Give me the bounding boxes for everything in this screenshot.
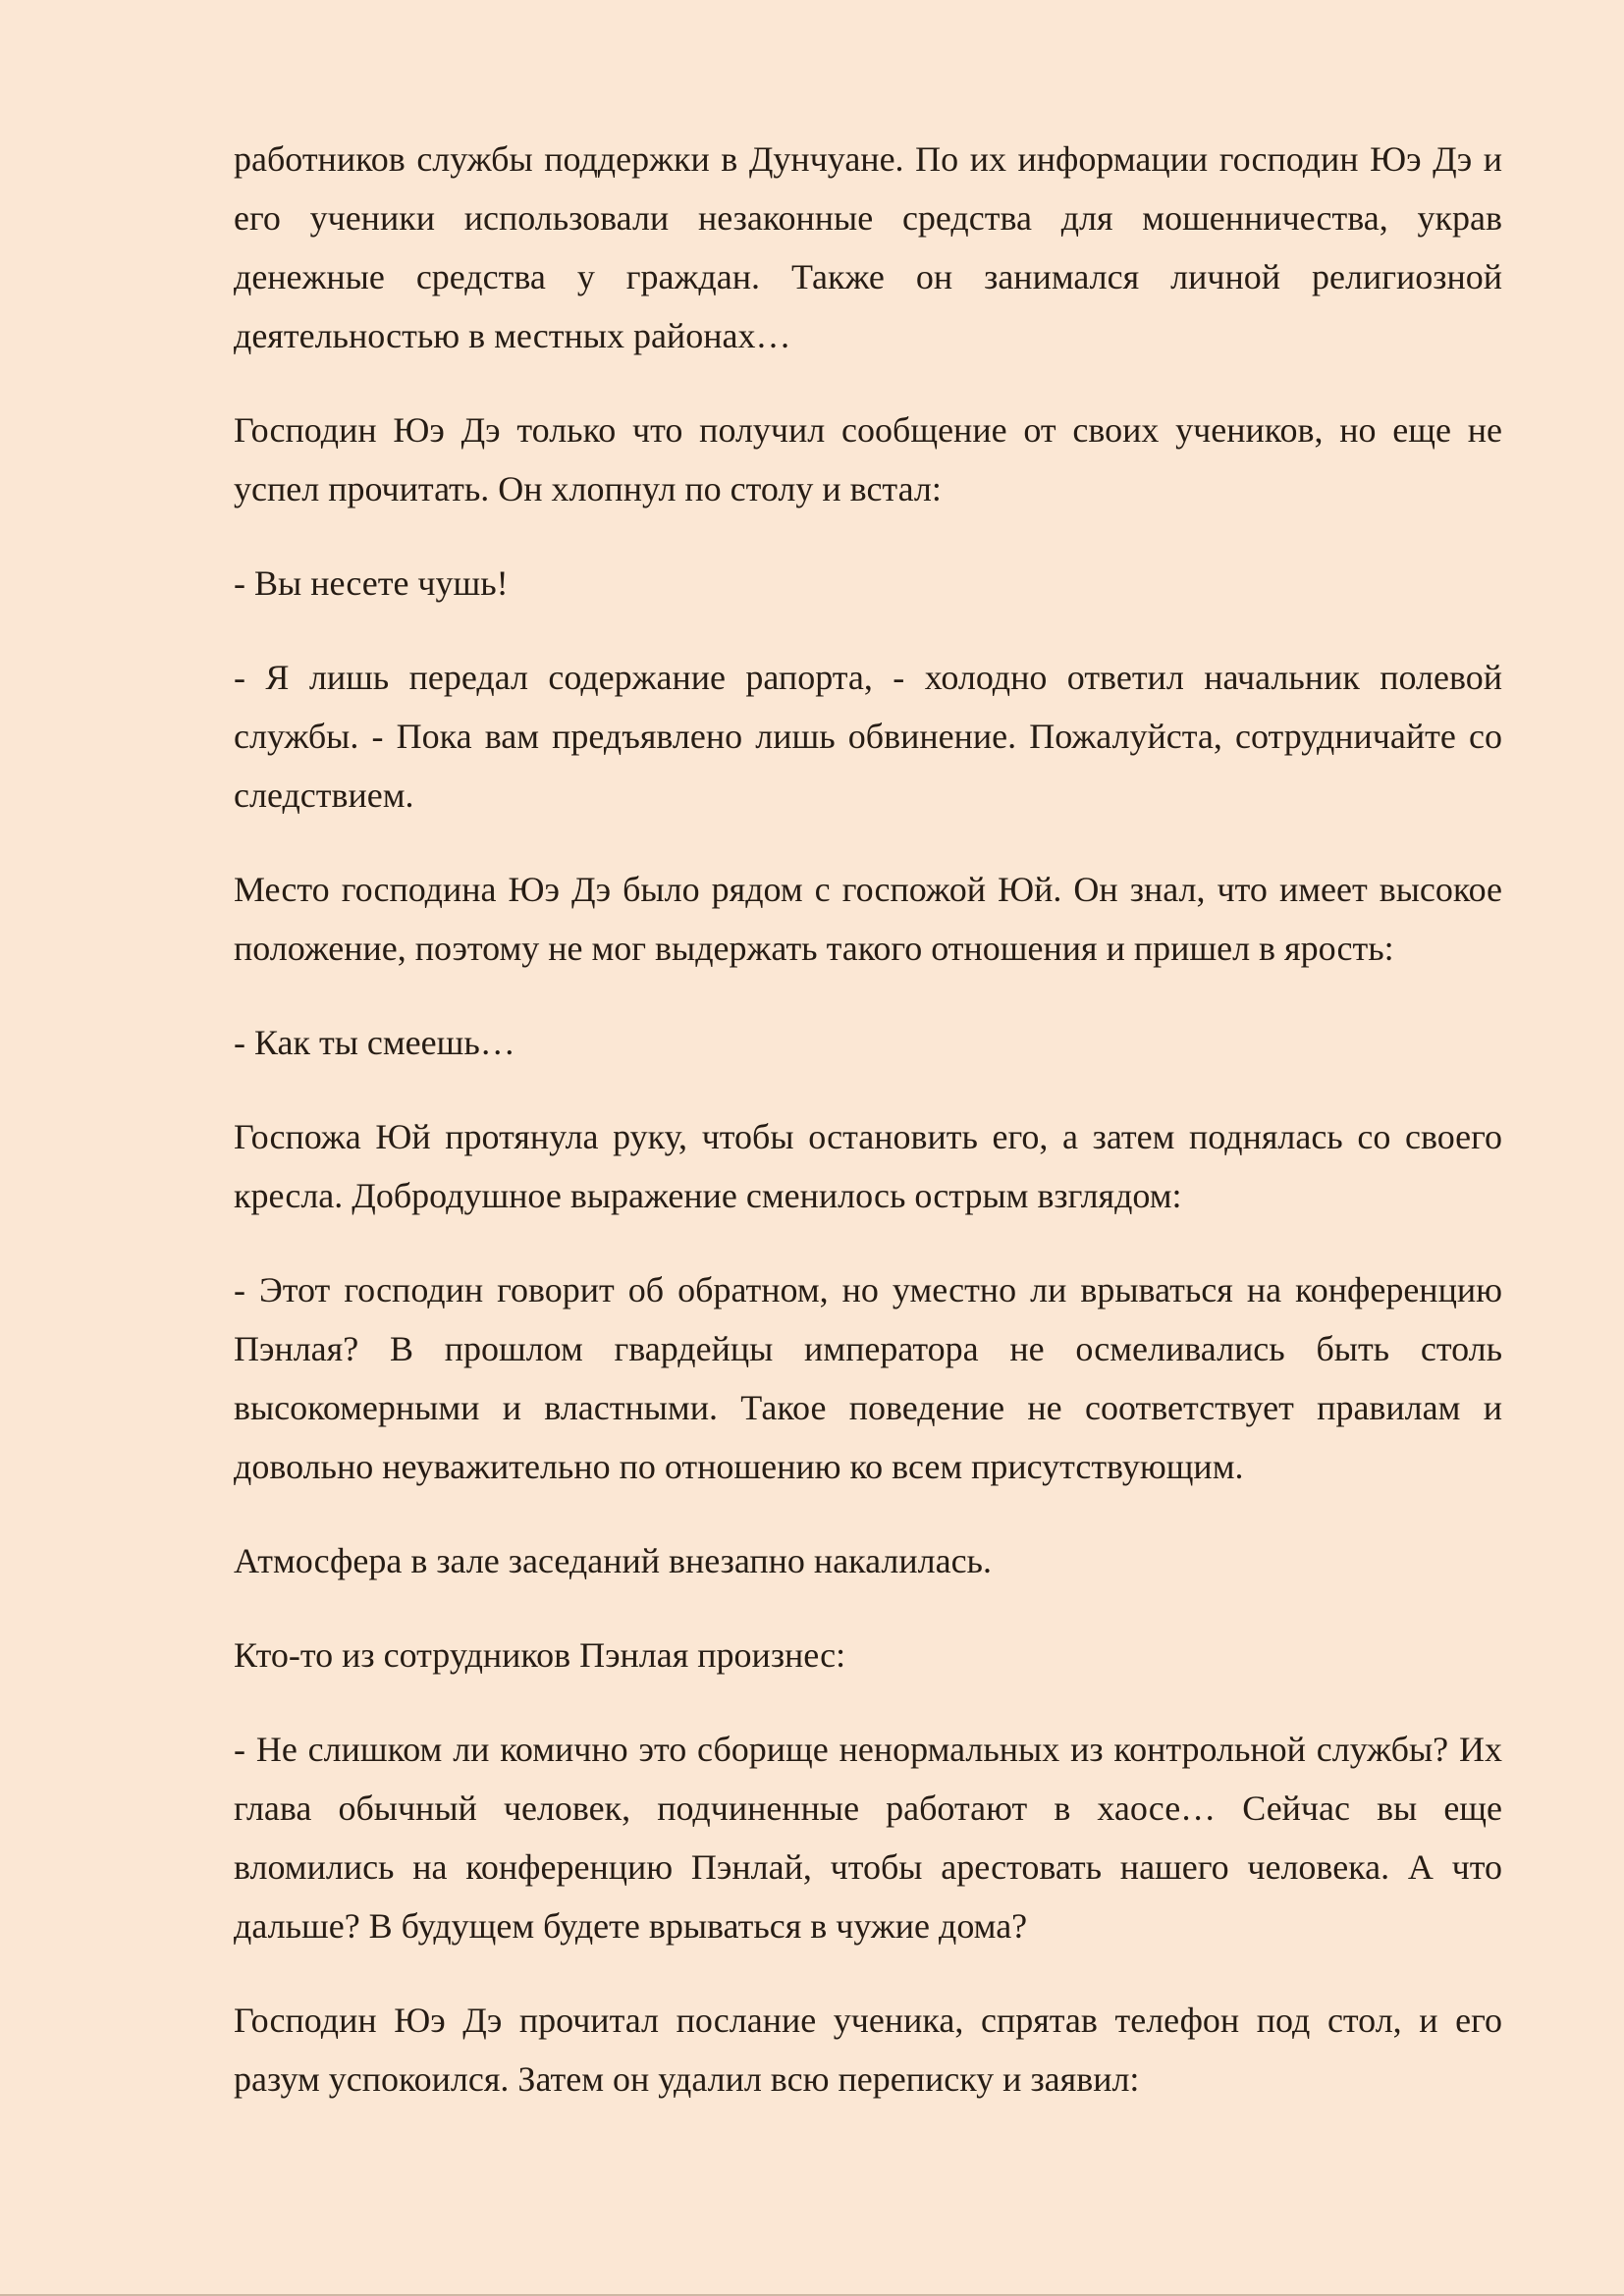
paragraph: Место господина Юэ Дэ было рядом с госпожой Юй. Он знал, что имеет высокое положение, поэтому не мог выдержать такого отношения и пришел в ярость: — [234, 870, 1502, 968]
paragraph: работников службы поддержки в Дунчуане. По их информации господин Юэ Дэ и его ученики использовали незаконные средства для мошенничества, украв денежные средства у граждан. Также он занимался личной религиозной деятельностью в местных районах… — [234, 139, 1502, 355]
paragraph-dialogue: - Не слишком ли комично это сборище ненормальных из контрольной службы? Их глава обычный человек, подчиненные работают в хаосе… Сейчас вы еще вломились на конференцию Пэнлай, чтобы арестовать нашего человека. А что дальше? В будущем будете врываться в чужие дома? — [234, 1730, 1502, 1946]
paragraph: Кто-то из сотрудников Пэнлая произнес: — [234, 1635, 846, 1675]
paragraph-dialogue: - Этот господин говорит об обратном, но уместно ли врываться на конференцию Пэнлая? В прошлом гвардейцы императора не осмеливались быть столь высокомерными и властными. Такое поведение не соответствует правилам и довольно неуважительно по отношению ко всем присутствующим. — [234, 1270, 1502, 1486]
paragraph: Госпожа Юй протянула руку, чтобы остановить его, а затем поднялась со своего кресла. Добродушное выражение сменилось острым взглядом: — [234, 1117, 1502, 1215]
paragraph: Господин Юэ Дэ прочитал послание ученика, спрятав телефон под стол, и его разум успокоился. Затем он удалил всю переписку и заявил: — [234, 2001, 1502, 2099]
text-column — [234, 0, 1502, 2144]
paragraph: Атмосфера в зале заседаний внезапно накалилась. — [234, 1541, 992, 1580]
paragraph-dialogue: - Я лишь передал содержание рапорта, - холодно ответил начальник полевой службы. - Пока вам предъявлено лишь обвинение. Пожалуйста, сотрудничайте со следствием. — [234, 658, 1502, 815]
paragraph: Господин Юэ Дэ только что получил сообщение от своих учеников, но еще не успел прочитать. Он хлопнул по столу и встал: — [234, 410, 1502, 508]
paragraph-dialogue: - Как ты смеешь… — [234, 1023, 515, 1062]
paragraph-dialogue: - Вы несете чушь! — [234, 563, 509, 603]
